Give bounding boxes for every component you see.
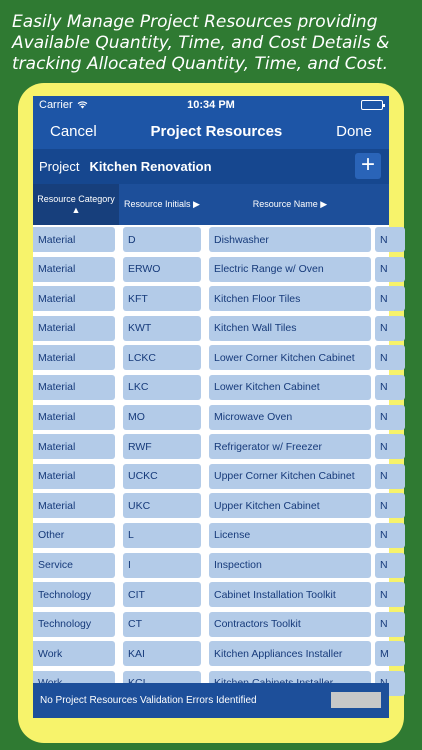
promo-caption: Easily Manage Project Resources providing Available Quantity, Time, and Cost Details & tracking Allocated Quantity, Time, and Cost. (12, 12, 390, 74)
resource-category-cell[interactable]: Technology (33, 612, 115, 637)
resource-extra-cell[interactable]: N (375, 345, 405, 370)
resource-category-cell[interactable]: Technology (33, 582, 115, 607)
resource-category-cell[interactable]: Other (33, 523, 115, 548)
resource-category-cell[interactable]: Material (33, 405, 115, 430)
resource-name-cell[interactable]: Kitchen Appliances Installer (209, 641, 371, 666)
table-row[interactable] (33, 491, 389, 521)
table-row[interactable] (33, 521, 389, 551)
project-label: Project (39, 159, 80, 174)
resource-category-cell[interactable]: Material (33, 257, 115, 282)
resource-name-cell[interactable]: Inspection (209, 553, 371, 578)
resource-initials-cell[interactable]: CIT (123, 582, 201, 607)
validation-status-bar (33, 683, 389, 718)
resource-initials-cell[interactable]: KAI (123, 641, 201, 666)
resource-category-cell[interactable]: Material (33, 375, 115, 400)
page-title: Project Resources (150, 122, 283, 140)
carrier-label: Carrier (39, 98, 73, 111)
table-row[interactable] (33, 343, 389, 373)
table-row[interactable] (33, 225, 389, 255)
table-row[interactable] (33, 314, 389, 344)
resource-name-cell[interactable]: Kitchen Floor Tiles (209, 286, 371, 311)
resource-extra-cell[interactable]: N (375, 553, 405, 578)
resource-name-cell[interactable]: Upper Corner Kitchen Cabinet (209, 464, 371, 489)
app-screen (33, 96, 389, 718)
resource-initials-cell[interactable]: RWF (123, 434, 201, 459)
status-indicator (331, 692, 381, 708)
resource-extra-cell[interactable]: N (375, 257, 405, 282)
resource-initials-cell[interactable]: UCKC (123, 464, 201, 489)
table-row[interactable] (33, 373, 389, 403)
resource-category-cell[interactable]: Material (33, 286, 115, 311)
resource-initials-cell[interactable]: D (123, 227, 201, 252)
resource-extra-cell[interactable]: N (375, 523, 405, 548)
resource-initials-cell[interactable]: MO (123, 405, 201, 430)
resource-initials-cell[interactable]: ERWO (123, 257, 201, 282)
table-row[interactable] (33, 639, 389, 669)
resource-name-cell[interactable]: Dishwasher (209, 227, 371, 252)
resource-name-cell[interactable]: Cabinet Installation Toolkit (209, 582, 371, 607)
resource-category-cell[interactable]: Material (33, 493, 115, 518)
resource-initials-cell[interactable]: L (123, 523, 201, 548)
resource-extra-cell[interactable]: N (375, 375, 405, 400)
resource-category-cell[interactable]: Material (33, 345, 115, 370)
table-row[interactable] (33, 284, 389, 314)
resource-name-cell[interactable]: Electric Range w/ Oven (209, 257, 371, 282)
resource-initials-cell[interactable]: KFT (123, 286, 201, 311)
navigation-bar (33, 113, 389, 149)
sort-by-category-header[interactable]: Resource Category ▲ (33, 184, 119, 225)
sort-by-name-header[interactable]: Resource Name ▶ (252, 199, 328, 209)
resource-extra-cell[interactable]: N (375, 405, 405, 430)
resource-initials-cell[interactable]: LCKC (123, 345, 201, 370)
table-row[interactable] (33, 255, 389, 285)
sort-by-initials-header[interactable]: Resource Initials ▶ (124, 199, 200, 209)
resources-grid (33, 225, 389, 683)
resource-extra-cell[interactable]: M (375, 641, 405, 666)
resource-extra-cell[interactable]: N (375, 464, 405, 489)
resource-name-cell[interactable]: Lower Kitchen Cabinet (209, 375, 371, 400)
resource-extra-cell[interactable]: N (375, 227, 405, 252)
resource-name-cell[interactable]: License (209, 523, 371, 548)
resource-extra-cell[interactable]: N (375, 493, 405, 518)
resource-name-cell[interactable]: Upper Kitchen Cabinet (209, 493, 371, 518)
table-row[interactable] (33, 432, 389, 462)
project-name: Kitchen Renovation (89, 159, 212, 174)
resource-initials-cell[interactable]: LKC (123, 375, 201, 400)
column-headers (33, 184, 389, 225)
table-row[interactable] (33, 462, 389, 492)
resource-category-cell[interactable]: Material (33, 464, 115, 489)
table-row[interactable] (33, 610, 389, 640)
resource-extra-cell[interactable]: N (375, 612, 405, 637)
done-button[interactable]: Done (336, 122, 372, 140)
table-row[interactable] (33, 403, 389, 433)
resource-extra-cell[interactable]: N (375, 434, 405, 459)
resource-category-cell[interactable]: Material (33, 227, 115, 252)
add-resource-button[interactable]: + (355, 153, 381, 179)
table-row[interactable] (33, 580, 389, 610)
resource-name-cell[interactable]: Microwave Oven (209, 405, 371, 430)
resource-name-cell[interactable]: Lower Corner Kitchen Cabinet (209, 345, 371, 370)
resource-extra-cell[interactable]: N (375, 316, 405, 341)
resource-category-cell[interactable]: Material (33, 316, 115, 341)
validation-message: No Project Resources Validation Errors Identified (40, 695, 257, 706)
resource-category-cell[interactable]: Material (33, 434, 115, 459)
resource-initials-cell[interactable]: UKC (123, 493, 201, 518)
status-bar (33, 96, 389, 113)
resource-extra-cell[interactable]: N (375, 286, 405, 311)
resource-category-cell[interactable]: Service (33, 553, 115, 578)
resource-extra-cell[interactable]: N (375, 582, 405, 607)
resource-initials-cell[interactable]: KWT (123, 316, 201, 341)
table-row[interactable] (33, 551, 389, 581)
project-bar (33, 149, 389, 184)
resource-name-cell[interactable]: Contractors Toolkit (209, 612, 371, 637)
resource-name-cell[interactable]: Kitchen Wall Tiles (209, 316, 371, 341)
cancel-button[interactable]: Cancel (50, 122, 97, 140)
resource-initials-cell[interactable]: CT (123, 612, 201, 637)
battery-icon (361, 100, 383, 110)
status-time: 10:34 PM (187, 98, 235, 111)
resource-initials-cell[interactable]: I (123, 553, 201, 578)
resource-name-cell[interactable]: Refrigerator w/ Freezer (209, 434, 371, 459)
resource-category-cell[interactable]: Work (33, 641, 115, 666)
